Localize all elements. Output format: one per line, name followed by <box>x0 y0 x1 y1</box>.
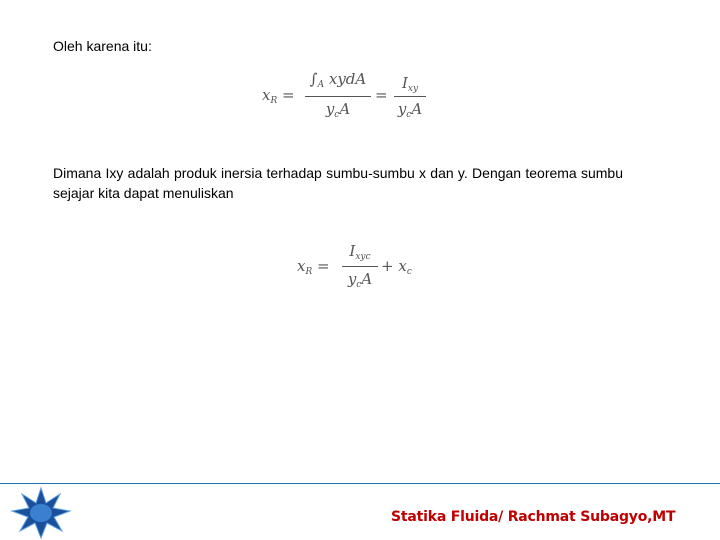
star-burst-icon <box>10 486 72 540</box>
formula1-den1-rest: A <box>339 100 351 118</box>
formula1-num2-sub: xy <box>407 84 419 94</box>
formula1-den1-sub: c <box>334 110 340 120</box>
formula2-lhs-var: x <box>297 257 306 275</box>
formula2-num-sub: xyc <box>355 252 371 262</box>
formula2-den: y <box>347 270 357 288</box>
formula1-den2: y <box>397 100 407 118</box>
formula2-den-rest: A <box>361 270 373 288</box>
formula2-eq: = <box>317 257 330 275</box>
formula1-den2-rest: A <box>411 100 423 118</box>
formula2-rhs-sub: c <box>406 267 412 277</box>
formula1-eq2: = <box>375 86 388 104</box>
formula1-fraction2-bar <box>394 96 426 97</box>
footer-credit: Statika Fluida/ Rachmat Subagyo,MT <box>391 509 676 525</box>
formula1-num2: I <box>401 74 408 92</box>
formula2-num: I <box>349 242 356 260</box>
explanation-paragraph: Dimana Ixy adalah produk inersia terhadap sumbu-sumbu x dan y. Dengan teorema sumbu sejajar kita dapat menuliskan <box>53 165 623 201</box>
formula2-rhs-var: x <box>398 257 407 275</box>
formula2-den-sub: c <box>356 280 362 290</box>
formula2-fraction-bar <box>342 266 378 267</box>
intro-text: Oleh karena itu: <box>53 38 152 54</box>
formula1-den1: y <box>325 100 335 118</box>
formula1-integral: ∫ <box>309 70 318 88</box>
formula1-den2-sub: c <box>406 110 412 120</box>
formula1-lhs-var: x <box>262 86 271 104</box>
formula1-eq: = <box>282 86 295 104</box>
formula2-plus: + <box>381 257 394 275</box>
footer-divider <box>0 483 720 484</box>
formula1-fraction1-bar <box>305 96 371 97</box>
formula1-lhs-sub: R <box>270 96 278 106</box>
formula1-num1-rest: xydA <box>324 70 367 88</box>
formula1-integral-sub: A <box>317 80 325 90</box>
formula2-lhs-sub: R <box>305 267 313 277</box>
